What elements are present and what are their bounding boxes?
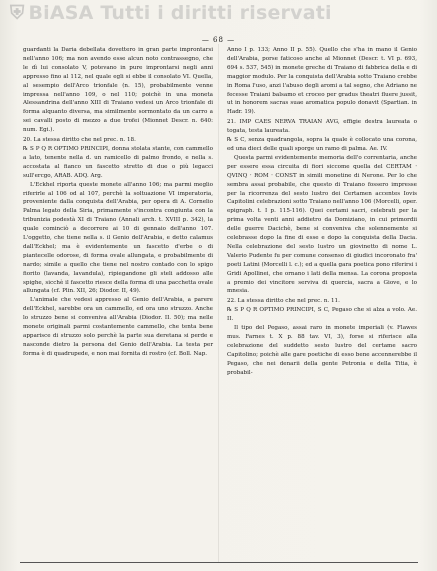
body-paragraph: L'Eckhel riporta queste monete all'anno 106; ma parmi meglio riferirle al 106 od al 107, perchè la soltuazione VI imperatoria, proveniente dalla conquista dell'Arabia, per opera di A. Cornelio Palma legato della Siria, primamente s'incontra congiunta con la tribunizia podestà XI di Traiano (Annali arch. t. XVIII p. 342), la quale cominciò a decorrere ai 10 di gennaio dell'anno 107. L'oggetto, che tiene nella s. il Genio dell'Arabia, e detto calamus dall'Eckhel; ma è evidentemente un fascetto d'erbe o di piantecelle odorose, di forma ovale allungata, e probabilmente di nardo; simile a quello che tiene nel nostro contado con lo spigo fiorito (lavanda, lavandula), ripiegandone gli steli addosso alle spighe, sicchè il fascetto riesce della forma di una pacchetta ovale allungata (cf. Plin. XII, 26; Diodor. II, 49).: [23, 181, 213, 295]
column-divider: [218, 44, 219, 562]
watermark: [10, 2, 430, 24]
left-column: [23, 46, 213, 359]
page-number: — 68 —: [201, 36, 236, 44]
entry-heading: 20. La stessa diritto che nel prec. n. 18.: [23, 137, 136, 144]
body-paragraph: Il tipo del Pegaso, assai raro in monete imperiali (v. Flawes mus. Farnes t. X p. 88 tav. VI, 3), forse si riferisce alla celebrazione del suddetto sesto lustro del certame sacro Capitolino; poichè alle gare poetiche di esso bene accennerebbe il Pegaso, che nei denarii della gente Petronia e della Titia, è probabil-: [227, 325, 417, 376]
bottom-rule: [20, 562, 418, 566]
body-paragraph: Questa parmi evidentemente memoria dell'o correntaria, anche per essere essa circuita di fiori siccome quella del CERTAM · QVINQ · ROM · CONST in simili monetine di Nerone. Per lo che sembra assai probabile, che questo di Traiano fossero impresse per la ricorrenza del sesto lustro dei Certamen accentes Iovis Capitolini celebrazioni sotto Traiano nell'anno 106 (Morcelli, oper. epigraph. t. I p. 115-116). Quei certami sacri, celebrati per la prima volta venti anni addietro da Domiziano, in cui primordii delle guerre Dacichè, bene si conveniva che solennemente si celebrasse dopo la fine di esse e dopo la conquista della Dacia. Nella celebrazione del sesto lustro un giovinetto di nome L. Valerio Pudente fu per comune consenso di giudici incoronato fra' poeti Latini (Morcelli l. c.); ed a quella gara poetica pono riferirsi i Gridi Apollinei, che ornano i lati della mensa. La corona proposta a premio dei vincitore serviva di quercia, sacra a Giove, e lo mnesia.: [227, 154, 417, 295]
watermark-text: BiASA Tutti i diritti riservati: [28, 2, 332, 24]
shield-crest-icon: ⛨: [10, 2, 25, 24]
body-paragraph: L'animale che vedesi appresso al Genio dell'Arabia, a parere dell'Eckhel, sarebbe ora un cammello, ed ora uno struzzo. Anche lo struzzo bene si conveniva all'Arabia (Diodor. II. 50); ma nelle monete originali parmi costantemente cammello, che tenta bene apparisce di struzzo solo perchè la parte sua deretana si perde e nasconde dietro la persona del Genio dell'Arabia. La testa per forma è di quadrupede, e non mai fornita di rostro (cf. Boll. Nap.: [23, 297, 213, 357]
body-paragraph: ℞ S P Q R OPTIMO PRINCIPI, S C, Pegaso che si alza a volo. Ae. II.: [227, 307, 417, 323]
body-paragraph: Anno I p. 133; Anno II p. 55). Quello che s'ha in mano il Genio dell'Arabia, porse faticoso anche al Mionnet (Descr. t. VI p. 693, 694 s. 537, 545) in monete greche di Traiano di fabbrica della e di maggior modulo. Per la conquista dell'Arabia sotto Traiano crebbe in Roma l'uso, anzi l'abuso degli aromi a tal segno, che Adriano ne fecesse Traiani balsamo et croceo per gradus theatri fluere jussit, ut in honorem sacras suae aromatica populo donavit (Spartian. in Hadr. 19).: [227, 47, 417, 116]
entry-heading: 21. IMP CAES NERVA TRAIAN AVG, effigie destra laureata o togata, testa laureata.: [227, 119, 417, 135]
body-paragraph: ℞ S P Q R OPTIMO PRINCIPI, donna stolata stante, con cammello a lato, tenente nella d. un ramicello di palmo frondo, e nella s. accostata al fianco un fascetto stretto di due o più legacci sull'ercgo, ARAB. ADQ. Arg.: [23, 145, 213, 179]
entry-heading: 22. La stessa diritto che nel prec. n. 11.: [227, 298, 340, 305]
right-column: [227, 46, 417, 378]
body-paragraph: ℞ S C, senza quadrangola, sopra la quale è collocato una corona, ed una dieci delle quali sporge un ramo di palma. Ae. IV.: [227, 137, 417, 152]
body-paragraph: guardanti la Daria debellata dovettero in gran parte improntarsi nell'anno 106; ma non avendo esse alcun noto contrassegno, che le dì lui consolato V, potevano in pure improntarsi negli anni appresso fino al 112, nel quale egli si ebbe il consolato VI. Quella, al sesempio dell'Arco trionfale (n. 15), probabilmente venne impressa nell'anno 109, o nel 110; poichè in una moneta Alessandrina dell'anno XIII di Traiano vedesi un Arco trionfale di forma alquanto diversa, ma similmente sormontato da un carro a sei cavalli posto di mezzo a due trofei (Mionnet Descr. n. 640: num. Egi.).: [23, 47, 213, 134]
